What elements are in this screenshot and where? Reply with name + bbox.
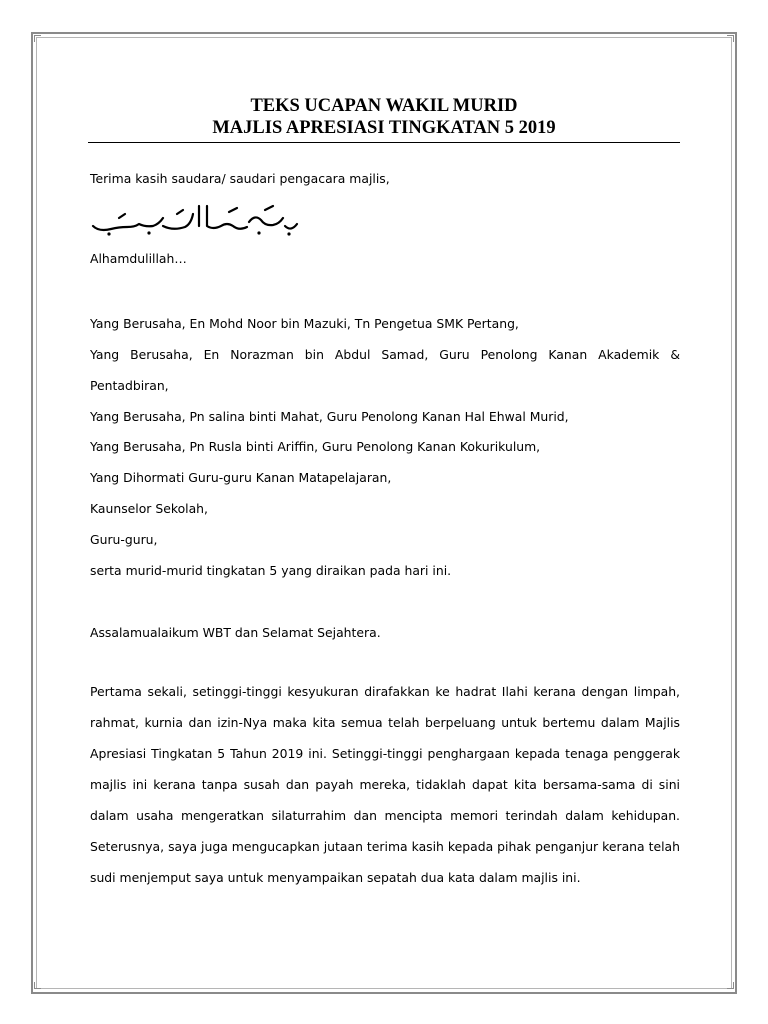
border-corner-ornament — [34, 982, 41, 989]
salutation-line: serta murid-murid tingkatan 5 yang diraikan pada hari ini. — [90, 563, 452, 578]
salutation-line: Yang Berusaha, En Norazman bin Abdul Samad, Guru Penolong Kanan Akademik & — [90, 347, 680, 362]
opening-paragraph: Pertama sekali, setinggi-tinggi kesyukuran dirafakkan ke hadrat Ilahi kerana dengan limpah, rahmat, kurnia dan izin-Nya maka kita semua telah berpeluang untuk bertemu dalam Majlis Apresiasi Tingkatan 5 Tahun 2019 ini. Setinggi-tinggi penghargaan kepada tenaga penggerak majlis ini kerana tanpa susah dan payah mereka, tidaklah dapat kita bersama-sama di sini dalam usaha mengeratkan silaturrahim dan mencipta memori terindah dalam kehidupan. Seterusnya, saya juga mengucapkan jutaan terima kasih kepada pihak penganjur kerana telah sudi menjemput saya untuk menyampaikan sepatah dua kata dalam majlis ini. — [90, 684, 680, 885]
border-corner-ornament — [34, 35, 41, 42]
salutation-line: Yang Dihormati Guru-guru Kanan Matapelajaran, — [90, 470, 392, 485]
alhamdulillah-line: Alhamdulillah… — [90, 251, 187, 266]
salutation-line: Pentadbiran, — [90, 378, 169, 393]
salutation-line: Yang Berusaha, Pn Rusla binti Ariffin, Guru Penolong Kanan Kokurikulum, — [90, 439, 541, 454]
salam-line: Assalamualaikum WBT dan Selamat Sejahtera. — [90, 625, 381, 640]
border-corner-ornament — [727, 35, 734, 42]
border-corner-ornament — [727, 982, 734, 989]
title-underline-rule — [88, 142, 680, 143]
salutation-line: Yang Berusaha, En Mohd Noor bin Mazuki, Tn Pengetua SMK Pertang, — [90, 316, 519, 331]
document-title-line-1: TEKS UCAPAN WAKIL MURID — [250, 96, 518, 116]
document-title-line-2: MAJLIS APRESIASI TINGKATAN 5 2019 — [212, 118, 556, 138]
basmalah-calligraphy — [89, 200, 301, 238]
salutation-line: Kaunselor Sekolah, — [90, 501, 208, 516]
salutation-line: Yang Berusaha, Pn salina binti Mahat, Guru Penolong Kanan Hal Ehwal Murid, — [90, 409, 569, 424]
greeting-line: Terima kasih saudara/ saudari pengacara majlis, — [90, 171, 390, 186]
salutation-line: Guru-guru, — [90, 532, 158, 547]
